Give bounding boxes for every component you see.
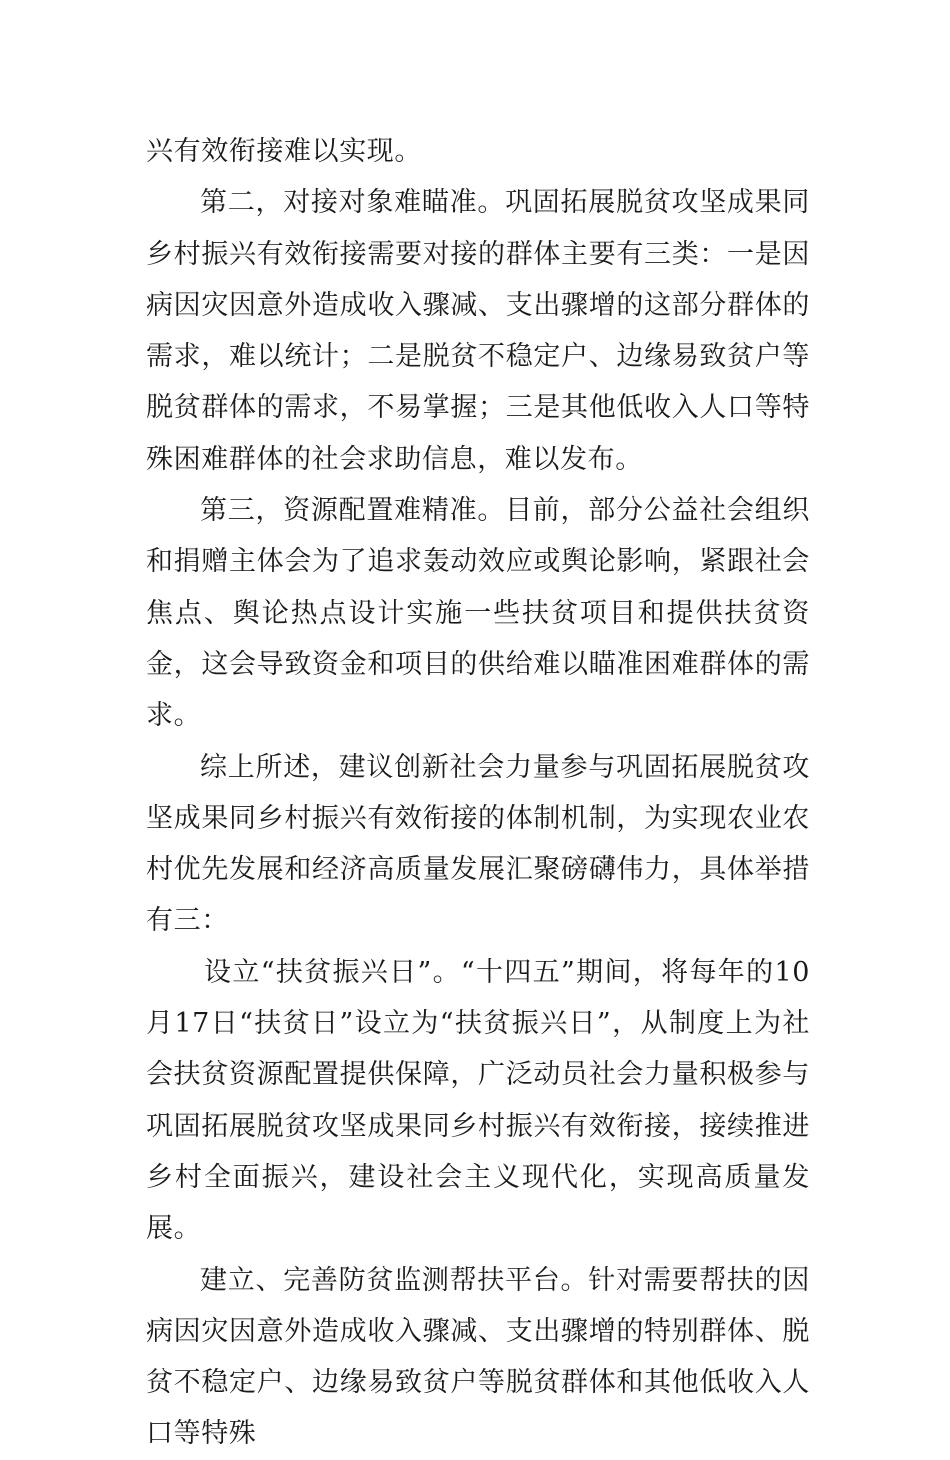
paragraph-measure-one: 设立“扶贫振兴日”。“十四五”期间，将每年的10月17日“扶贫日”设立为“扶贫振兴日”，从制度上为社会扶贫资源配置提供保障，广泛动员社会力量积极参与巩固拓展脱贫攻坚成果同乡村振兴有效衔接，接续推进乡村全面振兴，建设社会主义现代化，实现高质量发展。 (146, 956, 810, 1245)
paragraph-second-point: 第二，对接对象难瞄准。巩固拓展脱贫攻坚成果同乡村振兴有效衔接需要对接的群体主要有三类：一是因病因灾因意外造成收入骤减、支出骤增的这部分群体的需求，难以统计；二是脱贫不稳定户、边缘易致贫户等脱贫群体的需求，不易掌握；三是其他低收入人口等特殊困难群体的社会求助信息，难以发布。 (146, 187, 810, 475)
paragraph-measure-two: 建立、完善防贫监测帮扶平台。针对需要帮扶的因病因灾因意外造成收入骤减、支出骤增的特别群体、脱贫不稳定户、边缘易致贫户等脱贫群体和其他低收入人口等特殊 (146, 1264, 810, 1450)
paragraph-continuation: 兴有效衔接难以实现。 (146, 136, 422, 167)
paragraph-third-point: 第三，资源配置难精准。目前，部分公益社会组织和捐赠主体会为了追求轰动效应或舆论影响，紧跟社会焦点、舆论热点设计实施一些扶贫项目和提供扶贫资金，这会导致资金和项目的供给难以瞄准困难群体的需求。 (146, 495, 810, 732)
document-body (146, 126, 810, 1460)
paragraph-summary: 综上所述，建议创新社会力量参与巩固拓展脱贫攻坚成果同乡村振兴有效衔接的体制机制，为实现农业农村优先发展和经济高质量发展汇聚磅礴伟力，具体举措有三： (146, 751, 810, 937)
